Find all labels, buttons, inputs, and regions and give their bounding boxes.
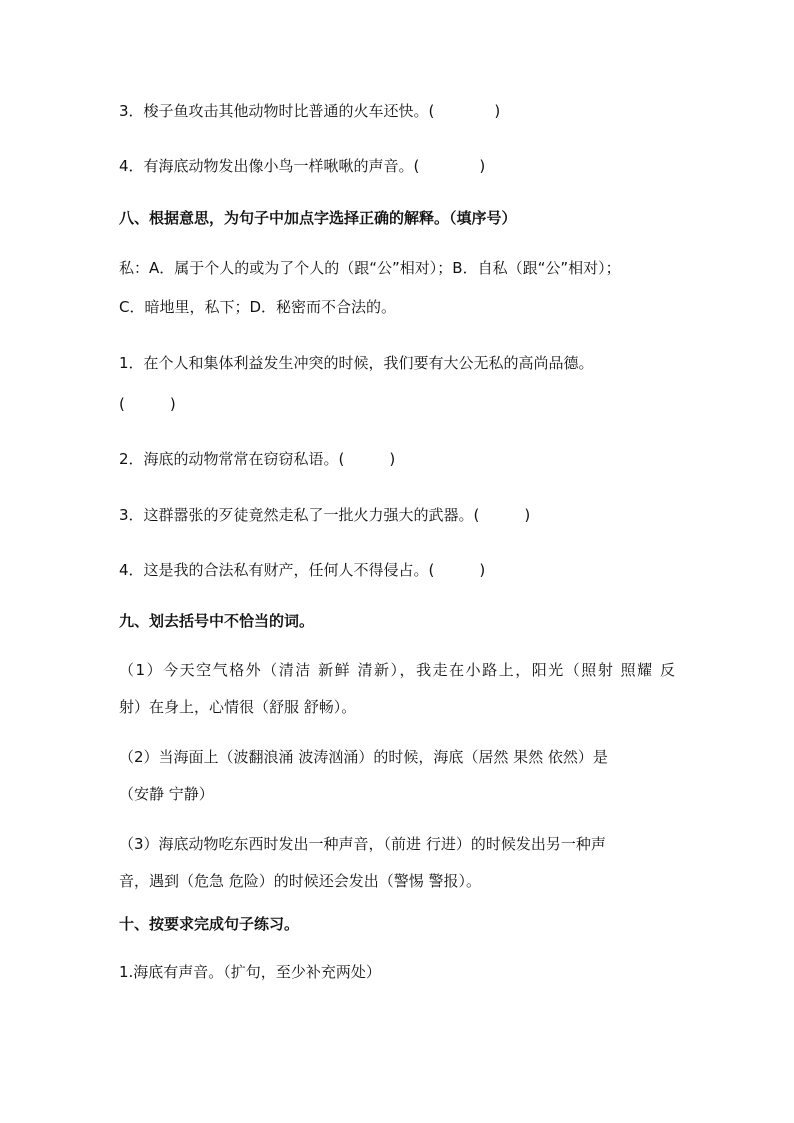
item-9-1-line-1: （1）今天空气格外（清洁 新鲜 清新），我走在小路上，阳光（照射 照耀 反 [119, 661, 675, 679]
definition-line-1: 私：A．属于个人的或为了个人的（跟“公”相对）；B．自私（跟“公”相对）； [119, 259, 621, 277]
question-10-1: 1.海底有声音。（扩句，至少补充两处） [119, 963, 381, 981]
definition-line-2: C．暗地里，私下；D．秘密而不合法的。 [119, 298, 397, 316]
item-9-2-line-2: （安静 宁静） [119, 785, 214, 803]
item-9-2-line-1: （2）当海面上（波翻浪涌 波涛汹涌）的时候，海底（居然 果然 依然）是 [119, 748, 608, 766]
item-9-3-line-2: 音，遇到（危急 危险）的时候还会发出（警惕 警报）。 [119, 872, 482, 890]
question-8-1-answer: ( ) [119, 395, 176, 413]
question-8-2: 2．海底的动物常常在窃窃私语。( ) [119, 450, 396, 468]
question-7-3: 3．梭子鱼攻击其他动物时比普通的火车还快。( ) [119, 102, 501, 120]
question-8-4: 4．这是我的合法私有财产，任何人不得侵占。( ) [119, 561, 486, 579]
item-9-1-line-2: 射）在身上，心情很（舒服 舒畅）。 [119, 698, 357, 716]
question-8-3: 3．这群嚣张的歹徒竟然走私了一批火力强大的武器。( ) [119, 506, 531, 524]
question-7-4: 4．有海底动物发出像小鸟一样啾啾的声音。( ) [119, 157, 486, 175]
question-8-1: 1．在个人和集体利益发生冲突的时候，我们要有大公无私的高尚品德。 [119, 354, 594, 372]
section-9-heading: 九、划去括号中不恰当的词。 [119, 612, 315, 630]
section-8-heading: 八、根据意思，为句子中加点字选择正确的解释。（填序号） [119, 209, 517, 227]
section-10-heading: 十、按要求完成句子练习。 [119, 915, 300, 933]
item-9-3-line-1: （3）海底动物吃东西时发出一种声音，（前进 行进）的时候发出另一种声 [119, 835, 606, 853]
